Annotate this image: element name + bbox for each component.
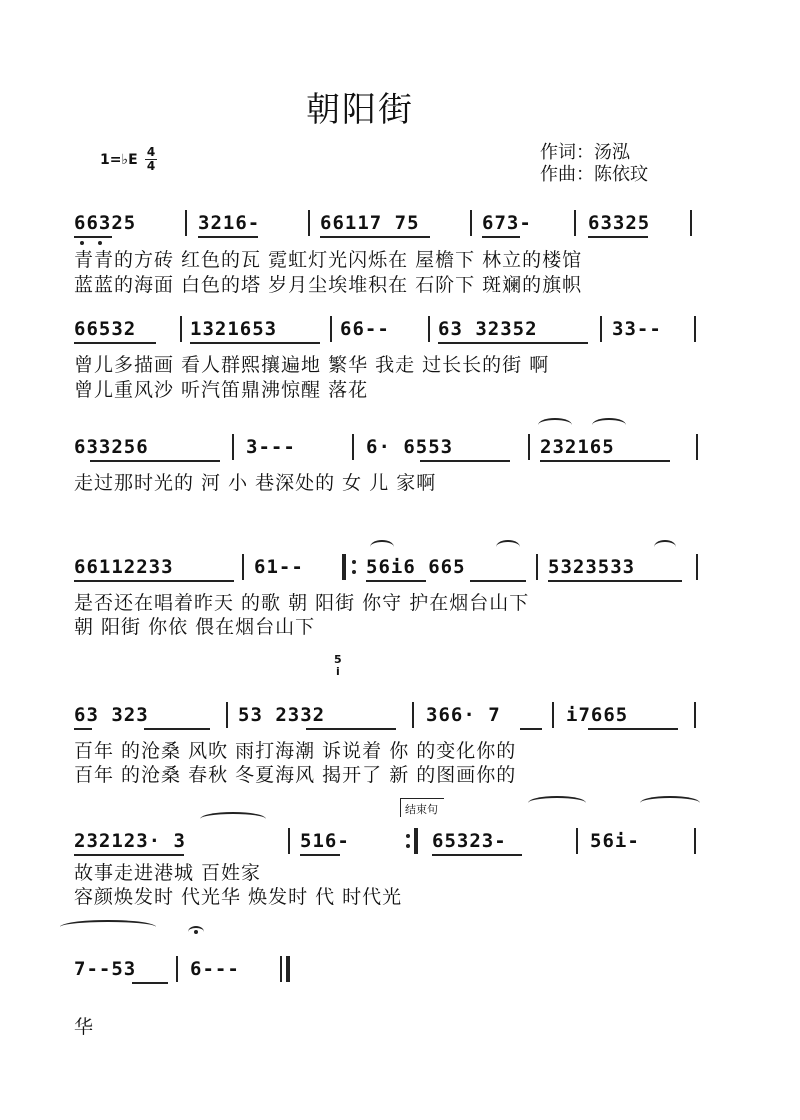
bar-line bbox=[308, 210, 310, 236]
bar-line bbox=[428, 316, 430, 342]
underline bbox=[74, 728, 92, 730]
underline bbox=[432, 854, 522, 856]
bar-line bbox=[288, 828, 290, 854]
note-measure: 232165 bbox=[540, 436, 615, 458]
lyric-verse-1: 走过那时光的 河 小 巷深处的 女 儿 家啊 bbox=[74, 472, 437, 494]
note-measure: 232123· 3 bbox=[74, 830, 186, 852]
tie-slur bbox=[200, 812, 266, 826]
underline bbox=[482, 236, 520, 238]
lyric-verse-1: 是否还在唱着昨天 的歌 朝 阳街 你守 护在烟台山下 bbox=[74, 592, 530, 614]
bar-line bbox=[690, 210, 692, 236]
bar-line bbox=[242, 554, 244, 580]
repeat-dot bbox=[352, 560, 356, 564]
underline bbox=[74, 236, 112, 238]
underline bbox=[74, 342, 156, 344]
note-measure: 5323533 bbox=[548, 556, 636, 578]
repeat-dot bbox=[406, 844, 410, 848]
note-measure: 7--53 bbox=[74, 958, 137, 980]
note-measure: 56i6 665 bbox=[366, 556, 466, 578]
grace-note-bottom: i bbox=[335, 665, 340, 678]
tie-slur bbox=[528, 796, 586, 810]
note-measure: 63 32352 bbox=[438, 318, 538, 340]
underline bbox=[198, 236, 258, 238]
lyricist-credit: 作词：汤泓 bbox=[540, 142, 630, 163]
bar-line bbox=[185, 210, 187, 236]
underline bbox=[190, 342, 320, 344]
underline bbox=[144, 728, 210, 730]
note-measure: 66-- bbox=[340, 318, 390, 340]
lyric-verse-2: 容颜焕发时 代光华 焕发时 代 时代光 bbox=[74, 886, 403, 908]
underline bbox=[470, 580, 526, 582]
note-measure: 56i- bbox=[590, 830, 640, 852]
note-measure: 516- bbox=[300, 830, 350, 852]
underline bbox=[520, 728, 542, 730]
grace-note-top: 5 bbox=[334, 653, 342, 666]
underline bbox=[588, 728, 678, 730]
bar-line bbox=[412, 702, 414, 728]
note-measure: 63 323 bbox=[74, 704, 149, 726]
bar-line bbox=[226, 702, 228, 728]
lyric-verse-1: 故事走进港城 百姓家 bbox=[74, 862, 262, 884]
bar-line bbox=[232, 434, 234, 460]
bar-line bbox=[528, 434, 530, 460]
note-measure: 366· 7 bbox=[426, 704, 501, 726]
note-measure: 3--- bbox=[246, 436, 296, 458]
bar-line bbox=[576, 828, 578, 854]
bar-line bbox=[694, 316, 696, 342]
note-measure: 673- bbox=[482, 212, 532, 234]
bar-line bbox=[330, 316, 332, 342]
underline bbox=[588, 236, 648, 238]
bar-line bbox=[696, 434, 698, 460]
underline bbox=[306, 728, 396, 730]
repeat-dot bbox=[406, 834, 410, 838]
note-measure: 61-- bbox=[254, 556, 304, 578]
tie-slur bbox=[538, 418, 572, 432]
fermata-icon bbox=[188, 926, 204, 938]
lyric-verse-2: 曾儿重风沙 听汽笛鼎沸惊醒 落花 bbox=[74, 379, 369, 401]
note-measure: 33-- bbox=[612, 318, 662, 340]
key-signature: 1=♭E bbox=[100, 152, 138, 168]
lyric-verse-1: 青青的方砖 红色的瓦 霓虹灯光闪烁在 屋檐下 林立的楼馆 bbox=[74, 249, 583, 271]
note-measure: 63325 bbox=[588, 212, 651, 234]
underline bbox=[540, 460, 670, 462]
tie-slur bbox=[60, 920, 156, 934]
note-measure: 6--- bbox=[190, 958, 240, 980]
final-bar-thick bbox=[286, 956, 290, 982]
note-measure: 53 2332 bbox=[238, 704, 326, 726]
lyric-verse-2: 百年 的沧桑 春秋 冬夏海风 揭开了 新 的图画你的 bbox=[74, 764, 517, 786]
lyric-verse-1: 曾儿多描画 看人群熙攘遍地 繁华 我走 过长长的街 啊 bbox=[74, 354, 550, 376]
tie-slur bbox=[496, 540, 520, 554]
tie-slur bbox=[654, 540, 676, 554]
final-bar-thin bbox=[280, 956, 282, 982]
note-measure: 6· 6553 bbox=[366, 436, 454, 458]
note-measure: i7665 bbox=[566, 704, 629, 726]
lyric-verse-1: 华 bbox=[74, 1016, 95, 1038]
note-measure: 66117 75 bbox=[320, 212, 420, 234]
underline bbox=[320, 236, 430, 238]
underline bbox=[74, 580, 234, 582]
ending-bracket: 结束句 bbox=[400, 798, 444, 817]
lyric-verse-2: 朝 阳街 你依 偎在烟台山下 bbox=[74, 616, 316, 638]
song-title: 朝阳街 bbox=[306, 90, 414, 130]
underline bbox=[90, 460, 220, 462]
time-signature-bottom: 4 bbox=[146, 159, 156, 173]
tie-slur bbox=[370, 540, 394, 554]
note-measure: 65323- bbox=[432, 830, 507, 852]
bar-line bbox=[574, 210, 576, 236]
bar-line bbox=[694, 828, 696, 854]
time-signature bbox=[145, 146, 157, 173]
underline bbox=[420, 460, 510, 462]
tie-slur bbox=[592, 418, 626, 432]
underline bbox=[300, 854, 340, 856]
lyric-verse-1: 百年 的沧桑 风吹 雨打海潮 诉说着 你 的变化你的 bbox=[74, 740, 517, 762]
repeat-end-bar bbox=[414, 828, 418, 854]
note-measure: 66112233 bbox=[74, 556, 174, 578]
underline bbox=[548, 580, 682, 582]
note-measure: 66325 bbox=[74, 212, 137, 234]
grace-note bbox=[334, 654, 342, 678]
bar-line bbox=[536, 554, 538, 580]
bar-line bbox=[696, 554, 698, 580]
underline bbox=[366, 580, 426, 582]
lyric-verse-2: 蓝蓝的海面 白色的塔 岁月尘埃堆积在 石阶下 斑斓的旗帜 bbox=[74, 274, 583, 296]
bar-line bbox=[470, 210, 472, 236]
note-measure: 3216- bbox=[198, 212, 261, 234]
bar-line bbox=[600, 316, 602, 342]
bar-line bbox=[176, 956, 178, 982]
time-signature-top: 4 bbox=[146, 145, 156, 159]
bar-line bbox=[180, 316, 182, 342]
note-measure: 1321653 bbox=[190, 318, 278, 340]
composer-credit: 作曲：陈依玟 bbox=[540, 164, 648, 185]
underline bbox=[74, 854, 184, 856]
note-measure: 66532 bbox=[74, 318, 137, 340]
underline bbox=[438, 342, 588, 344]
bar-line bbox=[352, 434, 354, 460]
repeat-start-bar bbox=[342, 554, 346, 580]
tie-slur bbox=[640, 796, 700, 810]
underline bbox=[132, 982, 168, 984]
bar-line bbox=[694, 702, 696, 728]
repeat-dot bbox=[352, 570, 356, 574]
note-measure: 633256 bbox=[74, 436, 149, 458]
bar-line bbox=[552, 702, 554, 728]
